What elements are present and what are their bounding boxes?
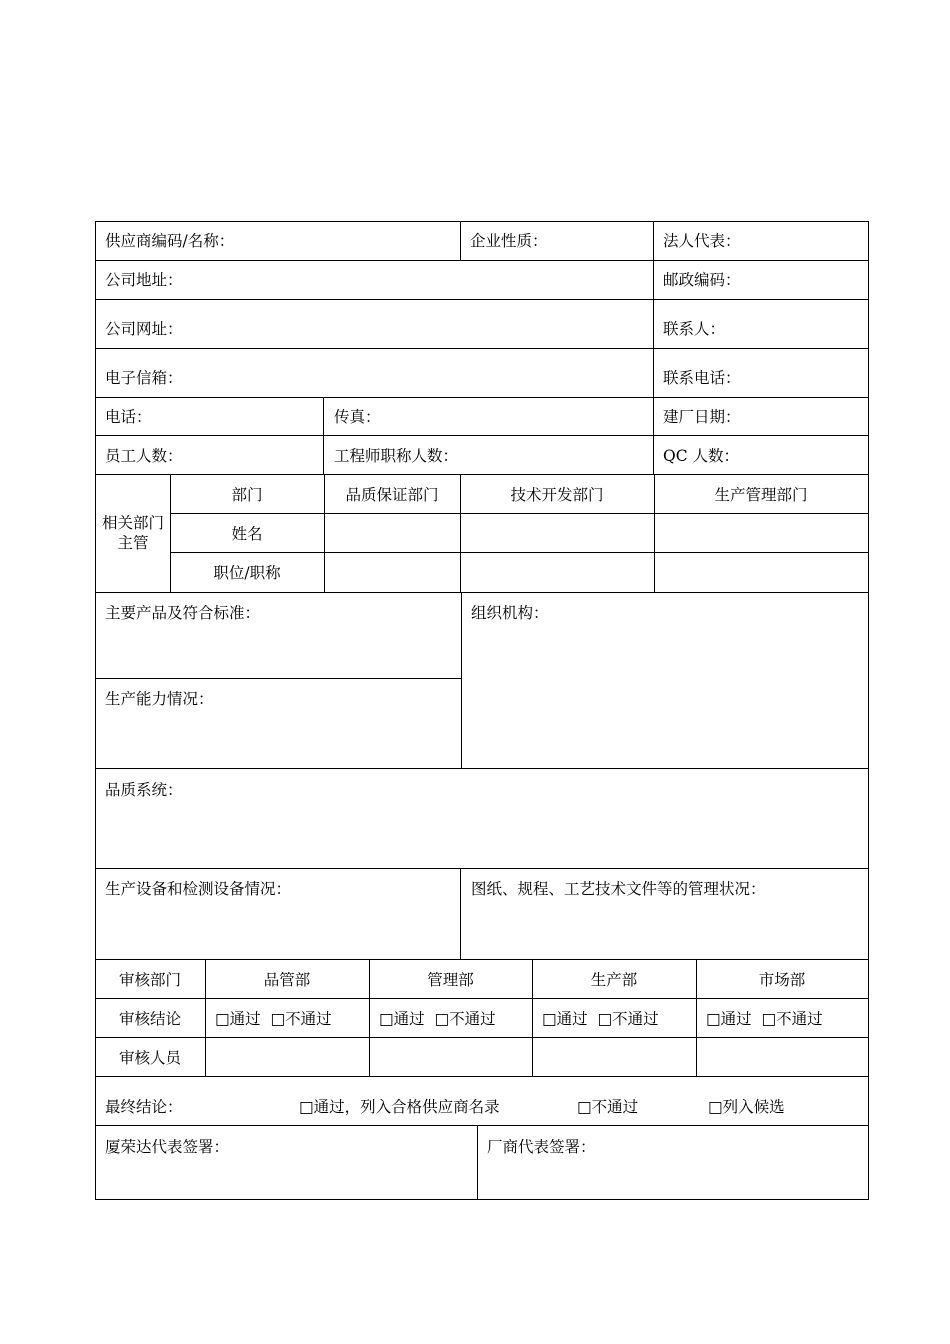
final-fail-checkbox[interactable]: □不通过 <box>577 1098 639 1116</box>
rule <box>95 260 869 261</box>
manager-title-label: 职位/职称 <box>213 564 281 582</box>
dept-header: 部门 <box>231 486 263 504</box>
final-conclusion-label: 最终结论： <box>105 1098 183 1116</box>
vendor-rep-signature-label: 厂商代表签署： <box>487 1138 596 1156</box>
pass-checkbox[interactable]: □通过 <box>706 1010 752 1028</box>
company-website-label: 公司网址： <box>105 320 183 338</box>
organization-label: 组织机构： <box>471 604 549 622</box>
dept-quality-assurance: 品质保证部门 <box>345 486 439 504</box>
final-candidate-checkbox[interactable]: □列入候选 <box>708 1098 785 1116</box>
rule <box>95 768 869 769</box>
rule <box>460 221 461 260</box>
manager-name-label: 姓名 <box>231 525 263 543</box>
audit-quality-options <box>215 1009 332 1029</box>
pass-checkbox[interactable]: □通过 <box>542 1010 588 1028</box>
managers-row-label: 相关部门主管 <box>101 514 164 552</box>
main-products-label: 主要产品及符合标准： <box>105 604 261 622</box>
audit-dept-quality: 品管部 <box>263 971 311 989</box>
rule <box>461 592 462 768</box>
rule <box>170 552 869 553</box>
audit-marketing-options <box>706 1009 823 1029</box>
rule <box>95 1076 869 1077</box>
final-qualified-checkbox[interactable]: □通过，列入合格供应商名录 <box>299 1098 500 1116</box>
company-address-label: 公司地址： <box>105 271 183 289</box>
audit-production-options <box>542 1009 659 1029</box>
contact-phone-label: 联系电话： <box>663 369 741 387</box>
rule <box>95 435 869 436</box>
audit-management-options <box>379 1009 496 1029</box>
fail-checkbox[interactable]: □不通过 <box>434 1010 496 1028</box>
phone-label: 电话： <box>105 408 152 426</box>
rule <box>477 1125 478 1199</box>
border-right <box>868 221 869 1200</box>
rule <box>653 221 654 474</box>
rule <box>95 299 869 300</box>
postal-code-label: 邮政编码： <box>663 271 741 289</box>
engineer-title-count-label: 工程师职称人数： <box>334 447 459 465</box>
dept-tech-development: 技术开发部门 <box>510 486 604 504</box>
rule <box>95 1037 869 1038</box>
border-top <box>95 221 869 222</box>
rule <box>95 959 869 960</box>
rule <box>95 868 869 869</box>
rule <box>95 1125 869 1126</box>
founded-date-label: 建厂日期： <box>663 408 741 426</box>
pass-checkbox[interactable]: □通过 <box>379 1010 425 1028</box>
fax-label: 传真： <box>334 408 381 426</box>
rule <box>323 397 324 474</box>
audit-dept-label: 审核部门 <box>118 971 181 989</box>
rule <box>95 678 462 679</box>
border-bottom <box>95 1199 869 1200</box>
auditor-label: 审核人员 <box>118 1049 181 1067</box>
rule <box>170 513 869 514</box>
fail-checkbox[interactable]: □不通过 <box>761 1010 823 1028</box>
rule <box>95 998 869 999</box>
audit-dept-marketing: 市场部 <box>758 971 806 989</box>
capacity-label: 生产能力情况： <box>105 690 214 708</box>
rule <box>460 868 461 959</box>
audit-dept-management: 管理部 <box>427 971 474 989</box>
xrd-rep-signature-label: 厦荣达代表签署： <box>105 1138 230 1156</box>
rule <box>95 592 869 593</box>
email-label: 电子信箱： <box>105 369 183 387</box>
qc-count-label: QC 人数： <box>663 447 739 465</box>
audit-conclusion-label: 审核结论 <box>118 1010 181 1028</box>
contact-person-label: 联系人： <box>663 320 726 338</box>
fail-checkbox[interactable]: □不通过 <box>270 1010 332 1028</box>
pass-checkbox[interactable]: □通过 <box>215 1010 261 1028</box>
rule <box>95 348 869 349</box>
equipment-label: 生产设备和检测设备情况： <box>105 880 292 898</box>
doc-management-label: 图纸、规程、工艺技术文件等的管理状况： <box>471 880 766 898</box>
employee-count-label: 员工人数： <box>105 447 183 465</box>
rule <box>95 397 869 398</box>
rule <box>95 474 869 475</box>
supplier-code-name-label: 供应商编码/名称： <box>105 232 235 250</box>
enterprise-nature-label: 企业性质： <box>470 232 548 250</box>
quality-system-label: 品质系统： <box>105 781 183 799</box>
fail-checkbox[interactable]: □不通过 <box>597 1010 659 1028</box>
legal-rep-label: 法人代表： <box>663 232 741 250</box>
audit-dept-production: 生产部 <box>590 971 638 989</box>
dept-production-management: 生产管理部门 <box>714 486 808 504</box>
